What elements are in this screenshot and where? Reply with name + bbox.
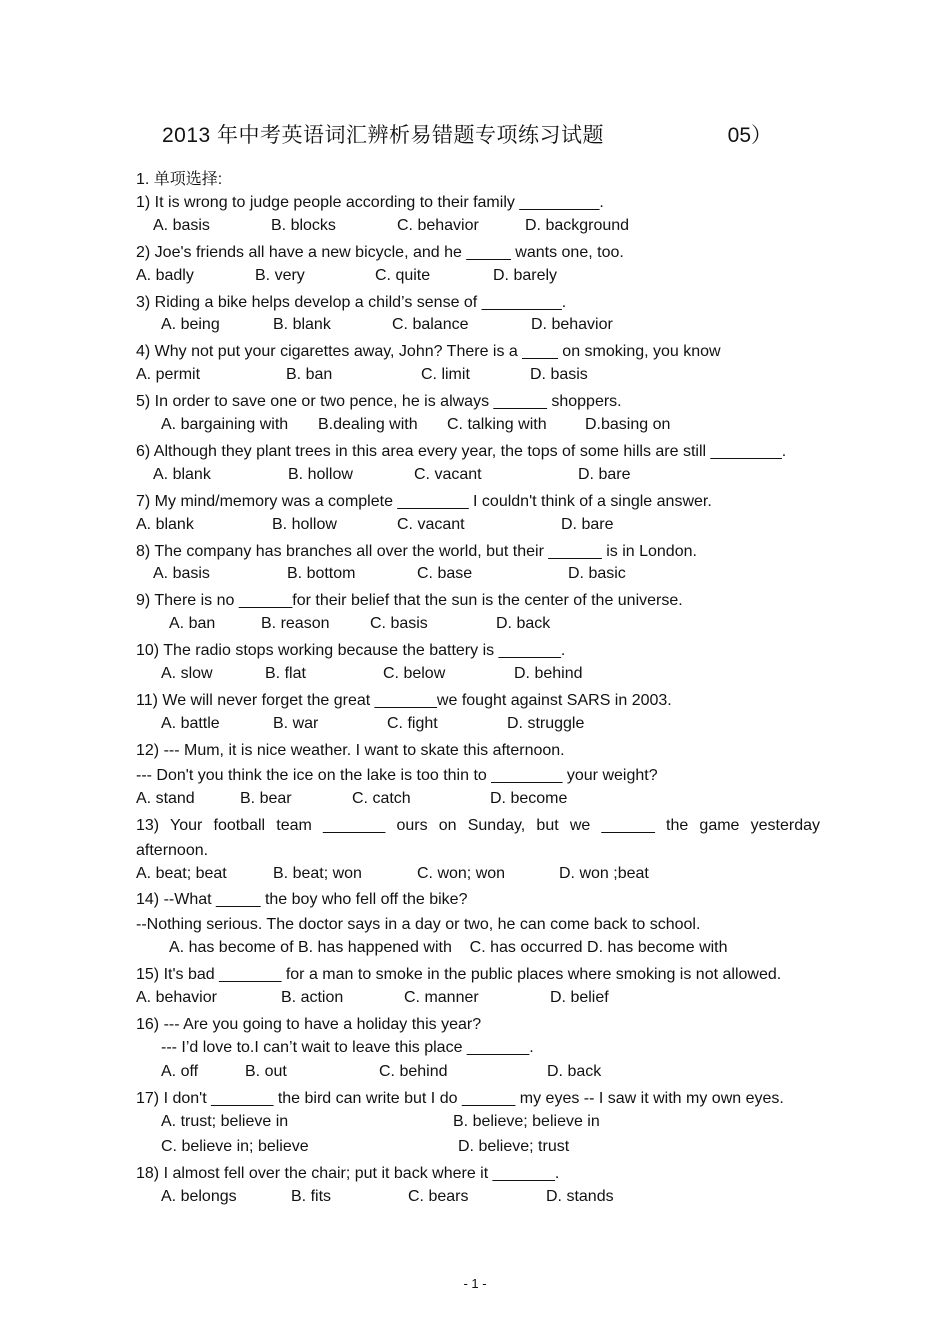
option-c: C. behind bbox=[379, 1063, 448, 1080]
option-a: A. beat; beat bbox=[136, 865, 227, 882]
question-stem-continued: --- Don't you think the ice on the lake is too thin to ________ your weight? bbox=[136, 767, 658, 784]
option-a: A. stand bbox=[136, 790, 195, 807]
question-stem-continued: afternoon. bbox=[136, 842, 209, 859]
option-d: D.basing on bbox=[585, 416, 671, 433]
question-stem: 11) We will never forget the great _______we fought against SARS in 2003. bbox=[136, 692, 672, 709]
option-a: A. being bbox=[161, 316, 220, 333]
question-stem: 3) Riding a bike helps develop a child’s sense of _________. bbox=[136, 294, 567, 311]
option-c: C. vacant bbox=[414, 466, 482, 483]
option-a: A. slow bbox=[161, 665, 213, 682]
question-stem-continued: --Nothing serious. The doctor says in a day or two, he can come back to school. bbox=[136, 916, 701, 933]
option-d: D. back bbox=[547, 1063, 602, 1080]
question-stem: 14) --What _____ the boy who fell off the bike? bbox=[136, 891, 468, 908]
option-c: C. fight bbox=[387, 715, 438, 732]
option-c: C. won; won bbox=[417, 865, 506, 882]
option-c: C. base bbox=[417, 565, 473, 582]
option-c: C. quite bbox=[375, 267, 431, 284]
option-b: B. blank bbox=[273, 316, 331, 333]
question-stem: 5) In order to save one or two pence, he is always ______ shoppers. bbox=[136, 393, 622, 410]
option-b: B. flat bbox=[265, 665, 306, 682]
option-b: B. reason bbox=[261, 615, 330, 632]
option-d: D. become bbox=[490, 790, 568, 807]
question-stem: 8) The company has branches all over the world, but their ______ is in London. bbox=[136, 543, 697, 560]
title-main: 2013 年中考英语词汇辨析易错题专项练习试题 bbox=[162, 124, 605, 147]
option-d: D. won ;beat bbox=[559, 865, 649, 882]
option-b: B. blocks bbox=[271, 217, 336, 234]
option-b: B. hollow bbox=[272, 516, 337, 533]
option-c: C. behavior bbox=[397, 217, 479, 234]
option-d: D. back bbox=[496, 615, 551, 632]
option-a: A. permit bbox=[136, 366, 201, 383]
option-c: C. below bbox=[383, 665, 446, 682]
section-heading: 1. 单项选择: bbox=[136, 171, 223, 188]
question-stem: 10) The radio stops working because the battery is _______. bbox=[136, 642, 566, 659]
option-b: B. bottom bbox=[287, 565, 356, 582]
option-b: B. action bbox=[281, 989, 344, 1006]
option-c: C. limit bbox=[421, 366, 470, 383]
option-c: C. vacant bbox=[397, 516, 465, 533]
question-stem: 18) I almost fell over the chair; put it back where it _______. bbox=[136, 1165, 560, 1182]
option-b: B.dealing with bbox=[318, 416, 418, 433]
option-c: C. believe in; believe bbox=[161, 1138, 309, 1155]
page-number: - 1 - bbox=[463, 1276, 487, 1291]
option-c: C. basis bbox=[370, 615, 428, 632]
option-d: D. basic bbox=[568, 565, 626, 582]
option-a: A. behavior bbox=[136, 989, 217, 1006]
option-a: A. blank bbox=[136, 516, 194, 533]
question-stem: 1) It is wrong to judge people according to their family _________. bbox=[136, 194, 604, 211]
question-stem: 7) My mind/memory was a complete ________ I couldn't think of a single answer. bbox=[136, 493, 712, 510]
option-b: B. hollow bbox=[288, 466, 353, 483]
option-b: B. fits bbox=[291, 1188, 332, 1205]
option-c: C. bears bbox=[408, 1188, 469, 1205]
option-b: B. very bbox=[255, 267, 305, 284]
option-c: C. talking with bbox=[447, 416, 547, 433]
option-b: B. beat; won bbox=[273, 865, 362, 882]
option-a: A. blank bbox=[153, 466, 211, 483]
option-a: A. basis bbox=[153, 565, 210, 582]
option-a: A. badly bbox=[136, 267, 194, 284]
option-c: C. catch bbox=[352, 790, 411, 807]
option-b: B. believe; believe in bbox=[453, 1113, 600, 1130]
option-d: D. belief bbox=[550, 989, 609, 1006]
title-number: 05） bbox=[727, 124, 772, 147]
option-d: D. stands bbox=[546, 1188, 614, 1205]
option-d: D. believe; trust bbox=[458, 1138, 570, 1155]
option-c: C. balance bbox=[392, 316, 469, 333]
option-b: B. bear bbox=[240, 790, 292, 807]
option-d: D. bare bbox=[578, 466, 631, 483]
option-d: D. struggle bbox=[507, 715, 585, 732]
option-d: D. barely bbox=[493, 267, 558, 284]
option-d: D. bare bbox=[561, 516, 614, 533]
option-c: C. manner bbox=[404, 989, 479, 1006]
question-stem: 17) I don't _______ the bird can write but I do ______ my eyes -- I saw it with my own eyes. bbox=[136, 1090, 784, 1107]
option-a: A. bargaining with bbox=[161, 416, 289, 433]
option-d: D. behind bbox=[514, 665, 583, 682]
question-stem: 6) Although they plant trees in this area every year, the tops of some hills are still ________. bbox=[136, 443, 787, 460]
question-stem-continued: --- I’d love to.I can’t wait to leave this place _______. bbox=[161, 1039, 534, 1056]
question-stem: 15) It's bad _______ for a man to smoke in the public places where smoking is not allowed. bbox=[136, 966, 782, 983]
option-b: B. ban bbox=[286, 366, 333, 383]
option-d: D. basis bbox=[530, 366, 588, 383]
option-a: A. belongs bbox=[161, 1188, 237, 1205]
option-a: A. trust; believe in bbox=[161, 1113, 289, 1130]
question-stem: 4) Why not put your cigarettes away, John? There is a ____ on smoking, you know bbox=[136, 343, 721, 360]
option-a: A. ban bbox=[169, 615, 216, 632]
question-stem: 16) --- Are you going to have a holiday this year? bbox=[136, 1016, 482, 1033]
option-a: A. basis bbox=[153, 217, 210, 234]
option-b: B. out bbox=[245, 1063, 287, 1080]
option-a: A. off bbox=[161, 1063, 199, 1080]
page-title bbox=[162, 118, 772, 150]
option-a: A. battle bbox=[161, 715, 220, 732]
option-b: B. war bbox=[273, 715, 319, 732]
question-stem: 13) Your football team _______ ours on Sunday, but we ______ the game yesterday bbox=[136, 817, 820, 834]
question-stem: 2) Joe's friends all have a new bicycle, and he _____ wants one, too. bbox=[136, 244, 624, 261]
option-d: D. background bbox=[525, 217, 630, 234]
options-line: A. has become of B. has happened with C. has occurred D. has become with bbox=[169, 939, 728, 956]
question-stem: 12) --- Mum, it is nice weather. I want to skate this afternoon. bbox=[136, 742, 565, 759]
option-d: D. behavior bbox=[531, 316, 613, 333]
question-stem: 9) There is no ______for their belief that the sun is the center of the universe. bbox=[136, 592, 683, 609]
